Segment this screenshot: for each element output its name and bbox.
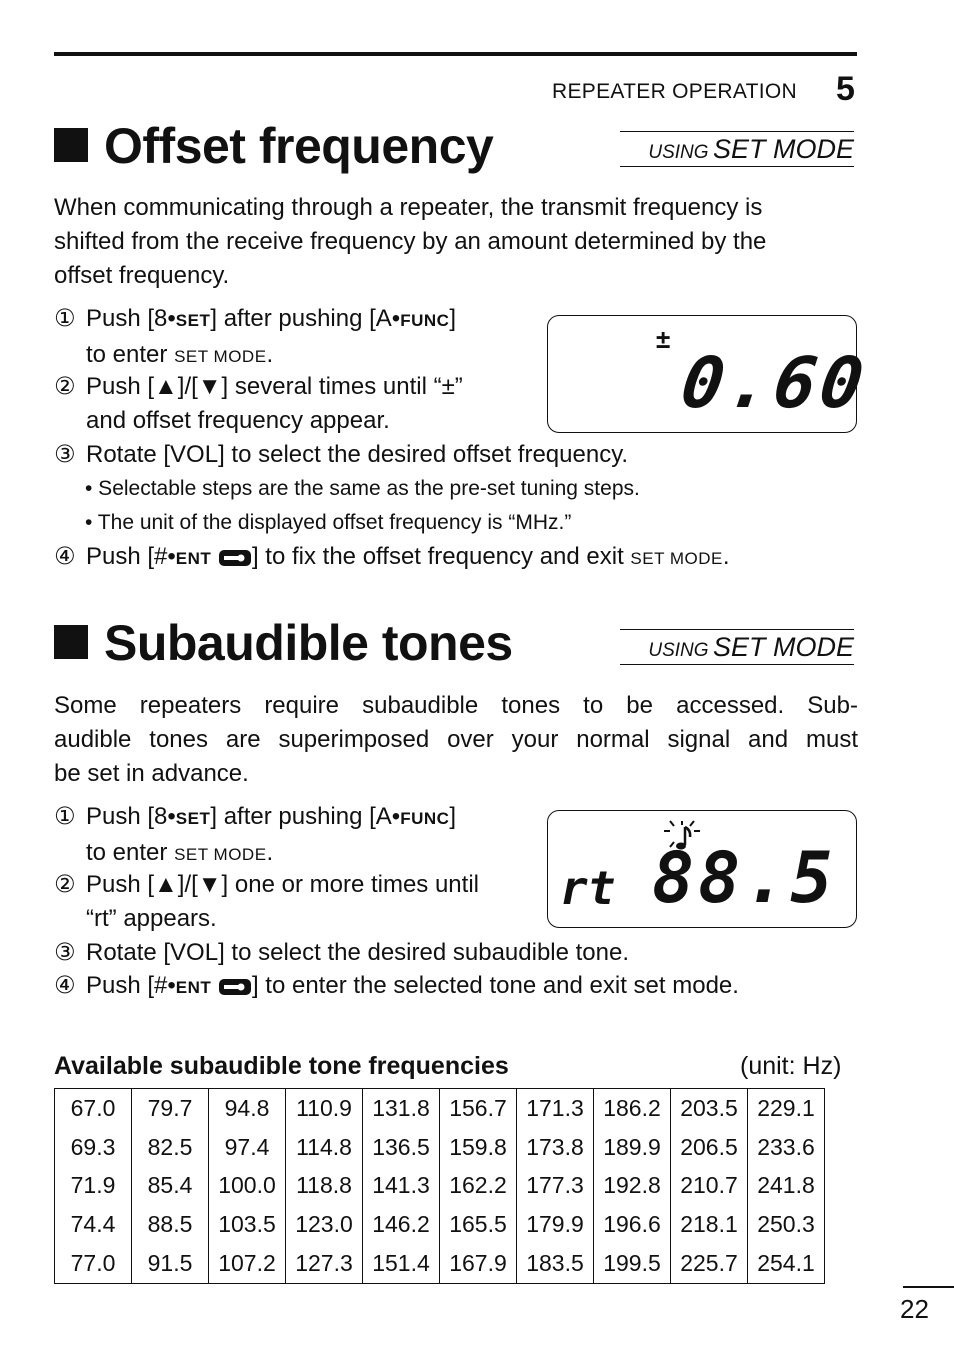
tone-table-caption: Available subaudible tone frequencies — [54, 1052, 509, 1080]
table-cell: 71.9 — [70, 1172, 116, 1199]
step-text: Push [▲]/[▼] one or more times until — [86, 871, 479, 898]
key-lock-icon — [218, 977, 252, 997]
step-text: . — [722, 543, 730, 570]
step-number: ③ — [54, 441, 76, 468]
table-cell: 171.3 — [517, 1089, 594, 1128]
table-cell: 167.9 — [440, 1244, 517, 1283]
table-cell: 183.5 — [517, 1244, 594, 1283]
offset-step-1 — [54, 302, 456, 374]
table-cell: 241.8 — [748, 1167, 825, 1206]
page-number-rule — [903, 1286, 954, 1288]
offset-heading — [54, 117, 493, 175]
table-cell: 85.4 — [132, 1167, 209, 1206]
table-cell: 82.5 — [132, 1128, 209, 1167]
step-text: ] after pushing [A• — [210, 803, 401, 830]
key-label: FUNC — [400, 809, 450, 828]
table-cell: 250.3 — [748, 1205, 825, 1244]
mode-name: SET MODE — [174, 347, 267, 366]
tone-frequency-table — [54, 1088, 825, 1284]
offset-bullet-2: • The unit of the displayed offset frequency is “MHz.” — [85, 511, 572, 534]
table-row — [55, 1128, 825, 1167]
mode-name: SET MODE — [630, 549, 723, 568]
table-cell: 146.2 — [363, 1205, 440, 1244]
chapter-number: 5 — [836, 70, 855, 108]
step-number: ④ — [54, 543, 76, 570]
step-text: ] after pushing [A• — [210, 305, 401, 332]
page-number: 22 — [900, 1294, 929, 1324]
step-text: Rotate [VOL] to select the desired subaudible tone. — [86, 939, 630, 966]
table-cell: 206.5 — [671, 1128, 748, 1167]
table-cell: 173.8 — [517, 1128, 594, 1167]
table-cell: 199.5 — [594, 1244, 671, 1283]
table-cell: 100.0 — [209, 1167, 286, 1206]
table-cell: 162.2 — [440, 1167, 517, 1206]
key-label: SET — [175, 311, 211, 330]
using-set-mode-label — [620, 131, 854, 167]
intro-line: offset frequency. — [54, 262, 230, 289]
table-cell: 123.0 — [286, 1205, 363, 1244]
table-cell: 203.5 — [671, 1089, 748, 1128]
table-cell: 67.0 — [70, 1094, 116, 1121]
table-cell: 118.8 — [286, 1167, 363, 1206]
intro-line: When communicating through a repeater, the transmit frequency is — [54, 194, 763, 221]
step-text: ] — [449, 803, 457, 830]
step-text: to enter — [86, 341, 175, 368]
table-row — [55, 1167, 825, 1206]
table-cell: 229.1 — [748, 1089, 825, 1128]
intro-line: Some repeaters require subaudible tones to be accessed. Sub- — [54, 692, 858, 719]
table-cell: 97.4 — [209, 1128, 286, 1167]
filled-square-icon — [54, 128, 88, 162]
offset-intro — [54, 191, 858, 293]
subaudible-heading — [54, 614, 513, 672]
table-cell: 186.2 — [594, 1089, 671, 1128]
key-label: SET — [175, 809, 211, 828]
step-number: ② — [54, 871, 76, 898]
offset-title: Offset frequency — [104, 118, 494, 174]
lcd-tone-digits: 88.5 — [652, 837, 837, 919]
step-text: Push [#• — [86, 972, 176, 999]
table-cell: 225.7 — [671, 1244, 748, 1283]
table-cell: 141.3 — [363, 1167, 440, 1206]
table-cell: 136.5 — [363, 1128, 440, 1167]
table-cell: 91.5 — [132, 1244, 209, 1283]
lcd-offset-digits: 0.60 — [676, 342, 873, 424]
table-row — [55, 1205, 825, 1244]
table-cell: 179.9 — [517, 1205, 594, 1244]
step-text: Push [8• — [86, 305, 176, 332]
table-cell: 177.3 — [517, 1167, 594, 1206]
key-label: ENT — [175, 978, 212, 997]
step-text: to enter — [86, 839, 175, 866]
offset-step-4 — [54, 540, 730, 576]
subaudible-lcd-display — [547, 810, 857, 928]
table-row — [55, 1089, 825, 1128]
key-label: FUNC — [400, 311, 450, 330]
table-cell: 196.6 — [594, 1205, 671, 1244]
filled-square-icon — [54, 625, 88, 659]
table-cell: 218.1 — [671, 1205, 748, 1244]
offset-step-2 — [54, 370, 463, 438]
step-text: Push [▲]/[▼] several times until “±” — [86, 373, 463, 400]
offset-step-3 — [54, 438, 628, 472]
table-row — [55, 1244, 825, 1283]
table-cell: 94.8 — [209, 1089, 286, 1128]
table-cell: 88.5 — [132, 1205, 209, 1244]
subaudible-step-3 — [54, 936, 629, 970]
table-cell: 156.7 — [440, 1089, 517, 1128]
intro-line: shifted from the receive frequency by an amount determined by the — [54, 228, 767, 255]
using-prefix: USING — [648, 142, 709, 163]
subaudible-intro — [54, 689, 858, 791]
using-prefix: USING — [648, 640, 709, 661]
step-text: . — [266, 341, 274, 368]
step-text: Push [#• — [86, 543, 176, 570]
subaudible-step-1 — [54, 800, 456, 872]
step-text: ] to enter the selected tone and exit set mode. — [251, 972, 739, 999]
plus-minus-indicator: ± — [656, 324, 671, 354]
subaudible-title: Subaudible tones — [104, 615, 513, 671]
table-cell: 69.3 — [70, 1133, 116, 1160]
using-set-mode-label — [620, 629, 854, 665]
step-text: “rt” appears. — [86, 905, 217, 932]
using-mode: SET MODE — [712, 632, 854, 662]
table-cell: 103.5 — [209, 1205, 286, 1244]
key-lock-icon — [218, 548, 252, 568]
subaudible-step-2 — [54, 868, 479, 936]
tone-table-unit: (unit: Hz) — [740, 1052, 842, 1080]
table-cell: 192.8 — [594, 1167, 671, 1206]
table-cell: 77.0 — [70, 1250, 116, 1277]
header-rule — [54, 52, 857, 56]
step-number: ① — [54, 305, 76, 332]
table-cell: 233.6 — [748, 1128, 825, 1167]
key-label: ENT — [175, 549, 212, 568]
table-cell: 127.3 — [286, 1244, 363, 1283]
table-cell: 189.9 — [594, 1128, 671, 1167]
step-text: Rotate [VOL] to select the desired offset frequency. — [86, 441, 629, 468]
mode-name: SET MODE — [174, 845, 267, 864]
step-text: ] — [449, 305, 457, 332]
step-number: ① — [54, 803, 76, 830]
table-cell: 110.9 — [286, 1089, 363, 1128]
offset-lcd-display — [547, 315, 873, 433]
step-number: ③ — [54, 939, 76, 966]
step-number: ② — [54, 373, 76, 400]
lcd-rt-label: rt — [560, 861, 616, 915]
table-cell: 107.2 — [209, 1244, 286, 1283]
step-text: and offset frequency appear. — [86, 407, 390, 434]
using-mode: SET MODE — [712, 134, 854, 164]
offset-bullet-1: • Selectable steps are the same as the pre-set tuning steps. — [85, 477, 640, 500]
table-cell: 254.1 — [748, 1244, 825, 1283]
intro-line: audible tones are superimposed over your normal signal and must — [54, 726, 858, 753]
step-text: . — [266, 839, 274, 866]
table-cell: 151.4 — [363, 1244, 440, 1283]
step-text: Push [8• — [86, 803, 176, 830]
section-label: REPEATER OPERATION — [552, 80, 797, 103]
step-text: ] to fix the offset frequency and exit — [251, 543, 631, 570]
table-cell: 114.8 — [286, 1128, 363, 1167]
intro-line: be set in advance. — [54, 760, 249, 787]
step-number: ④ — [54, 972, 76, 999]
table-cell: 79.7 — [132, 1089, 209, 1128]
table-cell: 131.8 — [363, 1089, 440, 1128]
table-cell: 165.5 — [440, 1205, 517, 1244]
table-cell: 210.7 — [671, 1167, 748, 1206]
table-cell: 74.4 — [70, 1211, 116, 1238]
table-cell: 159.8 — [440, 1128, 517, 1167]
subaudible-step-4 — [54, 969, 739, 1005]
